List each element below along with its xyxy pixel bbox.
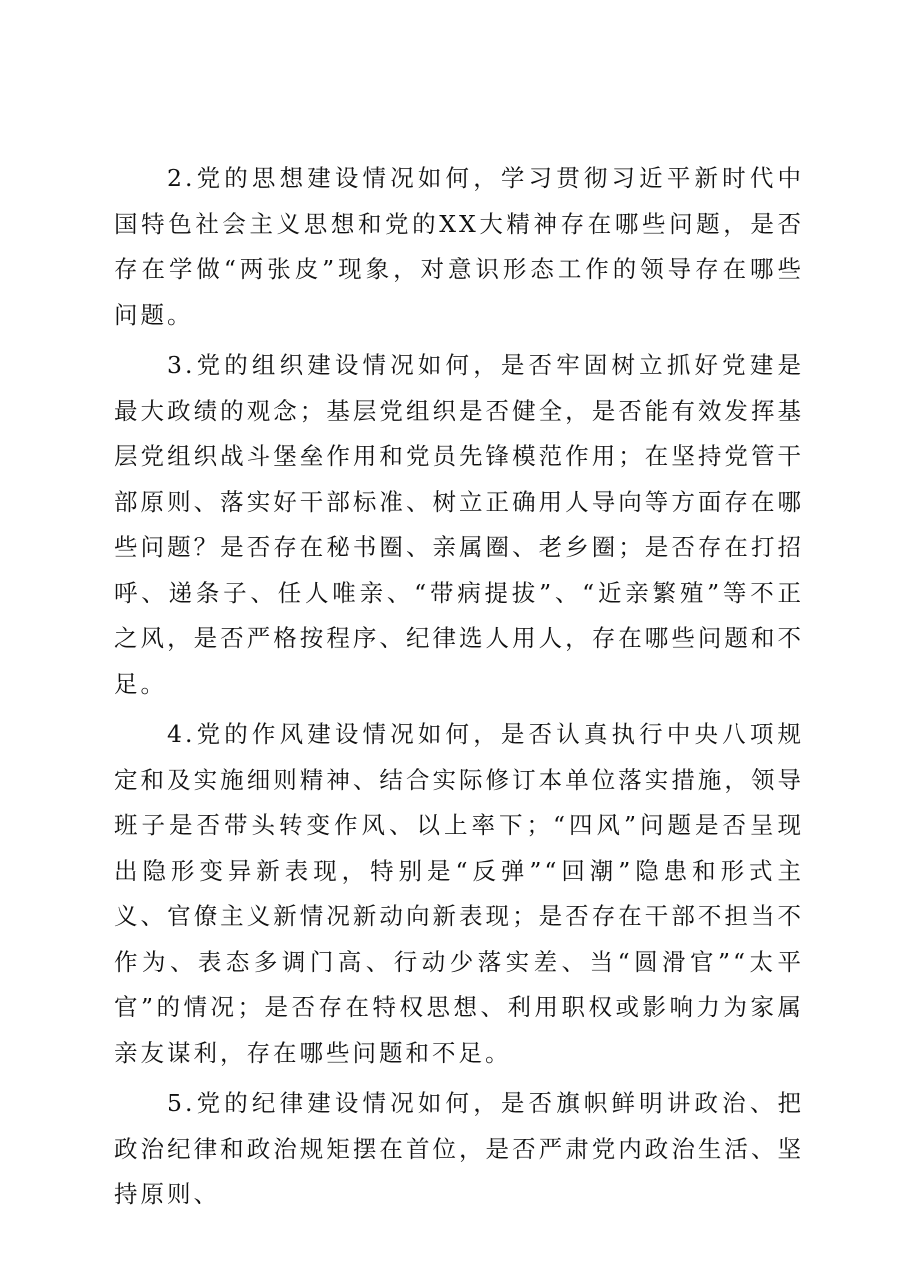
paragraph-ideological-building: 2.党的思想建设情况如何，学习贯彻习近平新时代中国特色社会主义思想和党的XX大精神存在哪些问题，是否存在学做“两张皮”现象，对意识形态工作的领导存在哪些问题。 xyxy=(114,164,804,329)
paragraph-organizational-building: 3.党的组织建设情况如何，是否牢固树立抓好党建是最大政绩的观念；基层党组织是否健全，是否能有效发挥基层党组织战斗堡垒作用和党员先锋模范作用；在坚持党管干部原则、落实好干部标准、树立正确用人导向等方面存在哪些问题？是否存在秘书圈、亲属圈、老乡圈；是否存在打招呼、递条子、任人唯亲、“带病提拔”、“近亲繁殖”等不正之风，是否严格按程序、纪律选人用人，存在哪些问题和不足。 xyxy=(114,351,804,698)
document-body xyxy=(114,156,804,1223)
paragraph-discipline-building: 5.党的纪律建设情况如何，是否旗帜鲜明讲政治、把政治纪律和政治规矩摆在首位，是否严肃党内政治生活、坚持原则、 xyxy=(114,1089,804,1208)
paragraph-work-style-building: 4.党的作风建设情况如何，是否认真执行中央八项规定和及实施细则精神、结合实际修订本单位落实措施，领导班子是否带头转变作风、以上率下；“四风”问题是否呈现出隐形变异新表现，特别是“反弹”“回潮”隐患和形式主义、官僚主义新情况新动向新表现；是否存在干部不担当不作为、表态多调门高、行动少落实差、当“圆滑官”“太平官”的情况；是否存在特权思想、利用职权或影响力为家属亲友谋利，存在哪些问题和不足。 xyxy=(114,720,804,1067)
